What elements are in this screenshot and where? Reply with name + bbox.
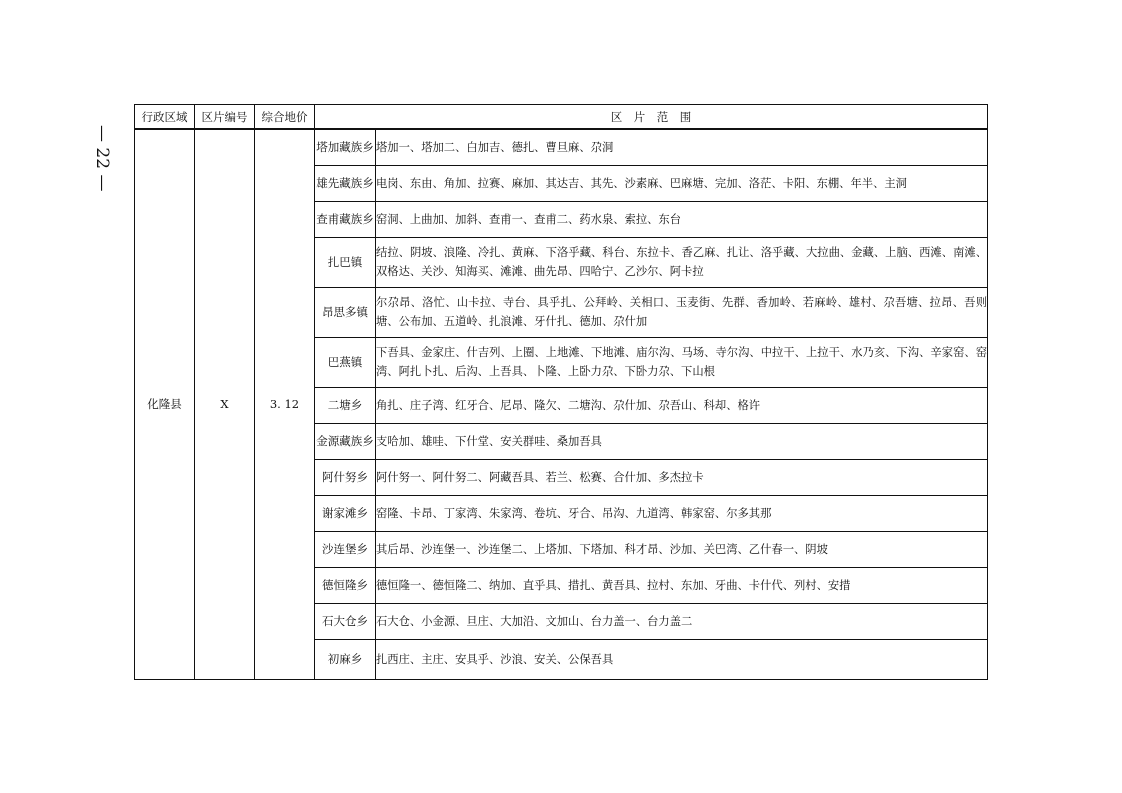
village-list: 窑隆、卡昂、丁家湾、朱家湾、卷坑、牙合、吊沟、九道湾、韩家窑、尔多其那 bbox=[376, 495, 988, 531]
page-number: — 22 — bbox=[92, 124, 112, 192]
town-name: 阿什努乡 bbox=[315, 459, 376, 495]
village-list: 窑洞、上曲加、加斜、查甫一、查甫二、药水泉、索拉、东台 bbox=[376, 201, 988, 237]
village-list: 扎西庄、主庄、安具乎、沙浪、安关、公保吾具 bbox=[376, 639, 988, 679]
header-zone-code: 区片编号 bbox=[195, 105, 255, 130]
land-price-zone-table bbox=[134, 104, 988, 680]
town-name: 沙连堡乡 bbox=[315, 531, 376, 567]
town-name: 塔加藏族乡 bbox=[315, 129, 376, 165]
village-list: 角扎、庄子湾、红牙合、尼昂、隆欠、二塘沟、尕什加、尕吾山、科却、格许 bbox=[376, 387, 988, 423]
town-name: 巴燕镇 bbox=[315, 337, 376, 387]
village-list: 德恒隆一、德恒隆二、纳加、直乎具、措扎、黄吾具、拉村、东加、牙曲、卡什代、列村、安措 bbox=[376, 567, 988, 603]
town-name: 扎巴镇 bbox=[315, 237, 376, 287]
village-list: 其后昂、沙连堡一、沙连堡二、上塔加、下塔加、科才昂、沙加、关巴湾、乙什春一、阴坡 bbox=[376, 531, 988, 567]
village-list: 石大仓、小金源、旦庄、大加沿、文加山、台力盖一、台力盖二 bbox=[376, 603, 988, 639]
header-price: 综合地价 bbox=[255, 105, 315, 130]
village-list: 下吾具、金家庄、什吉列、上圈、上地滩、下地滩、庙尔沟、马场、寺尔沟、中拉干、上拉干、水乃亥、下沟、辛家窑、窑湾、阿扎卜扎、后沟、上吾具、卜隆、上卧力尕、下卧力尕、下山根 bbox=[376, 337, 988, 387]
district-cell: 化隆县 bbox=[135, 129, 195, 679]
town-name: 雄先藏族乡 bbox=[315, 165, 376, 201]
town-name: 金源藏族乡 bbox=[315, 423, 376, 459]
town-name: 二塘乡 bbox=[315, 387, 376, 423]
village-list: 尔尕昂、洛忙、山卡拉、寺台、具乎扎、公拜岭、关相口、玉麦街、先群、香加岭、若麻岭、雄村、尕吾塘、拉昂、吾则塘、公布加、五道岭、扎浪滩、牙什扎、德加、尕什加 bbox=[376, 287, 988, 337]
village-list: 支哈加、雄哇、下什堂、安关群哇、桑加吾具 bbox=[376, 423, 988, 459]
price-cell: 3. 12 bbox=[255, 129, 315, 679]
village-list: 电岗、东由、角加、拉赛、麻加、其达吉、其先、沙素麻、巴麻塘、完加、洛茫、卡阳、东棚、年半、主洞 bbox=[376, 165, 988, 201]
town-name: 德恒隆乡 bbox=[315, 567, 376, 603]
town-name: 石大仓乡 bbox=[315, 603, 376, 639]
village-list: 阿什努一、阿什努二、阿藏吾具、若兰、松赛、合什加、多杰拉卡 bbox=[376, 459, 988, 495]
village-list: 塔加一、塔加二、白加吉、德扎、曹旦麻、尕洞 bbox=[376, 129, 988, 165]
table-row bbox=[135, 129, 988, 165]
town-name: 谢家滩乡 bbox=[315, 495, 376, 531]
town-name: 初麻乡 bbox=[315, 639, 376, 679]
header-district: 行政区域 bbox=[135, 105, 195, 130]
zone-code-cell: X bbox=[195, 129, 255, 679]
village-list: 结拉、阴坡、浪隆、冷扎、黄麻、下洛乎藏、科台、东拉卡、香乙麻、扎让、洛乎藏、大拉曲、金藏、上脑、西滩、南滩、双格达、关沙、知海买、滩滩、曲先昂、四哈宁、乙沙尔、阿卡拉 bbox=[376, 237, 988, 287]
town-name: 昂思多镇 bbox=[315, 287, 376, 337]
header-range: 区 片 范 围 bbox=[315, 105, 988, 130]
table-header-row bbox=[135, 105, 988, 130]
town-name: 查甫藏族乡 bbox=[315, 201, 376, 237]
